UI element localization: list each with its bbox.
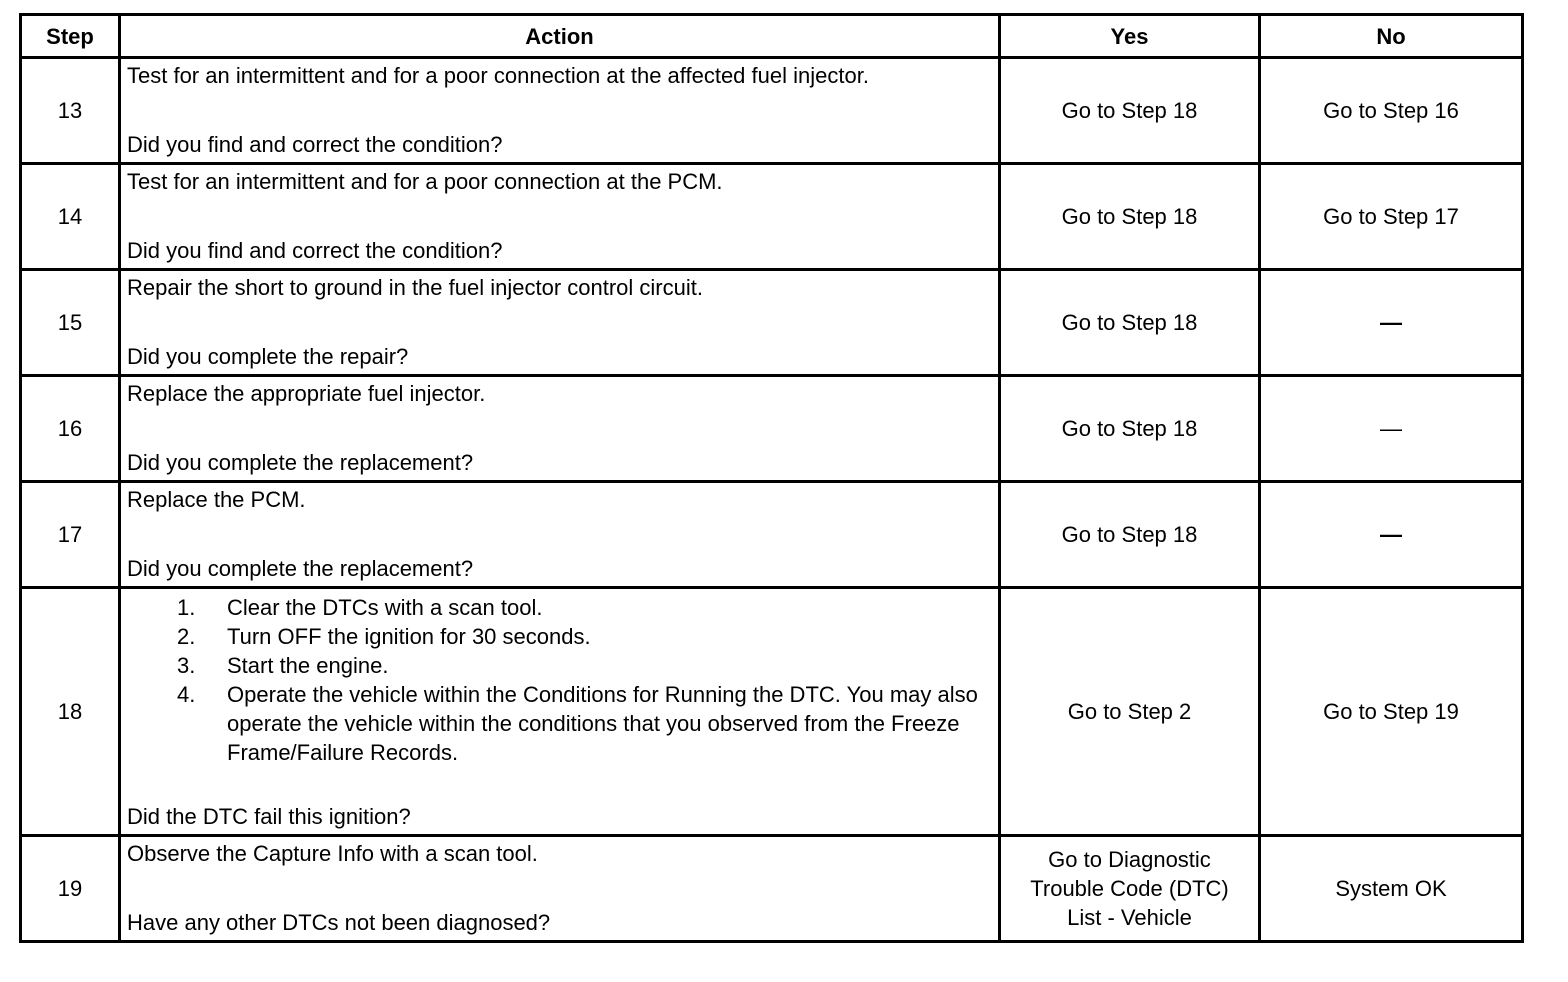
table-row (21, 376, 1523, 482)
table-row (21, 836, 1523, 942)
action-cell (120, 836, 1000, 942)
header-no: No (1260, 15, 1523, 58)
action-instruction: Repair the short to ground in the fuel injector control circuit. (127, 275, 703, 300)
action-question: Have any other DTCs not been diagnosed? (127, 910, 551, 935)
table-row (21, 164, 1523, 270)
list-number: 3. (177, 653, 196, 678)
step-number: 15 (21, 270, 120, 376)
action-instruction: Replace the appropriate fuel injector. (127, 381, 486, 406)
step-number: 19 (21, 836, 120, 942)
action-instruction: Replace the PCM. (127, 487, 306, 512)
action-question: Did you find and correct the condition? (127, 132, 503, 157)
action-instruction: Test for an intermittent and for a poor connection at the affected fuel injector. (127, 63, 869, 88)
list-text: Operate the vehicle within the Conditions for Running the DTC. You may also operate the vehicle within the conditions that you observed from the Freeze Frame/Failure Records. (227, 682, 978, 765)
no-result: — (1260, 270, 1523, 376)
action-cell (120, 482, 1000, 588)
no-result: Go to Step 19 (1260, 588, 1523, 836)
header-step: Step (21, 15, 120, 58)
list-item (127, 651, 992, 680)
list-number: 2. (177, 624, 196, 649)
table-row (21, 588, 1523, 836)
procedure-list (127, 593, 992, 767)
table-row (21, 58, 1523, 164)
yes-result: Go to Step 18 (1000, 270, 1260, 376)
list-item (127, 622, 992, 651)
action-question: Did the DTC fail this ignition? (127, 804, 411, 829)
yes-result: Go to Step 18 (1000, 164, 1260, 270)
action-cell (120, 164, 1000, 270)
action-question: Did you complete the replacement? (127, 450, 474, 475)
yes-line: Go to Diagnostic (1048, 847, 1211, 872)
step-number: 16 (21, 376, 120, 482)
no-result: — (1260, 482, 1523, 588)
no-result: System OK (1260, 836, 1523, 942)
list-text: Turn OFF the ignition for 30 seconds. (227, 624, 591, 649)
diagnostic-table (19, 13, 1524, 943)
table-row (21, 270, 1523, 376)
list-item (127, 593, 992, 622)
yes-result: Go to Step 18 (1000, 482, 1260, 588)
list-number: 4. (177, 682, 196, 707)
step-number: 13 (21, 58, 120, 164)
action-cell (120, 588, 1000, 836)
action-cell (120, 270, 1000, 376)
yes-result (1000, 836, 1260, 942)
table-row (21, 482, 1523, 588)
yes-result: Go to Step 18 (1000, 58, 1260, 164)
step-number: 14 (21, 164, 120, 270)
action-cell (120, 376, 1000, 482)
no-result: Go to Step 17 (1260, 164, 1523, 270)
list-text: Clear the DTCs with a scan tool. (227, 595, 543, 620)
yes-line: Trouble Code (DTC) (1030, 876, 1229, 901)
action-instruction: Observe the Capture Info with a scan tool. (127, 841, 538, 866)
list-number: 1. (177, 595, 196, 620)
list-text: Start the engine. (227, 653, 389, 678)
action-instruction: Test for an intermittent and for a poor connection at the PCM. (127, 169, 723, 194)
action-question: Did you complete the replacement? (127, 556, 474, 581)
no-result: — (1260, 376, 1523, 482)
yes-result: Go to Step 2 (1000, 588, 1260, 836)
action-question: Did you find and correct the condition? (127, 238, 503, 263)
yes-line: List - Vehicle (1067, 905, 1192, 930)
step-number: 18 (21, 588, 120, 836)
list-item (127, 680, 992, 767)
action-question: Did you complete the repair? (127, 344, 409, 369)
yes-result: Go to Step 18 (1000, 376, 1260, 482)
no-result: Go to Step 16 (1260, 58, 1523, 164)
step-number: 17 (21, 482, 120, 588)
header-yes: Yes (1000, 15, 1260, 58)
header-action: Action (120, 15, 1000, 58)
action-cell (120, 58, 1000, 164)
header-row (21, 15, 1523, 58)
